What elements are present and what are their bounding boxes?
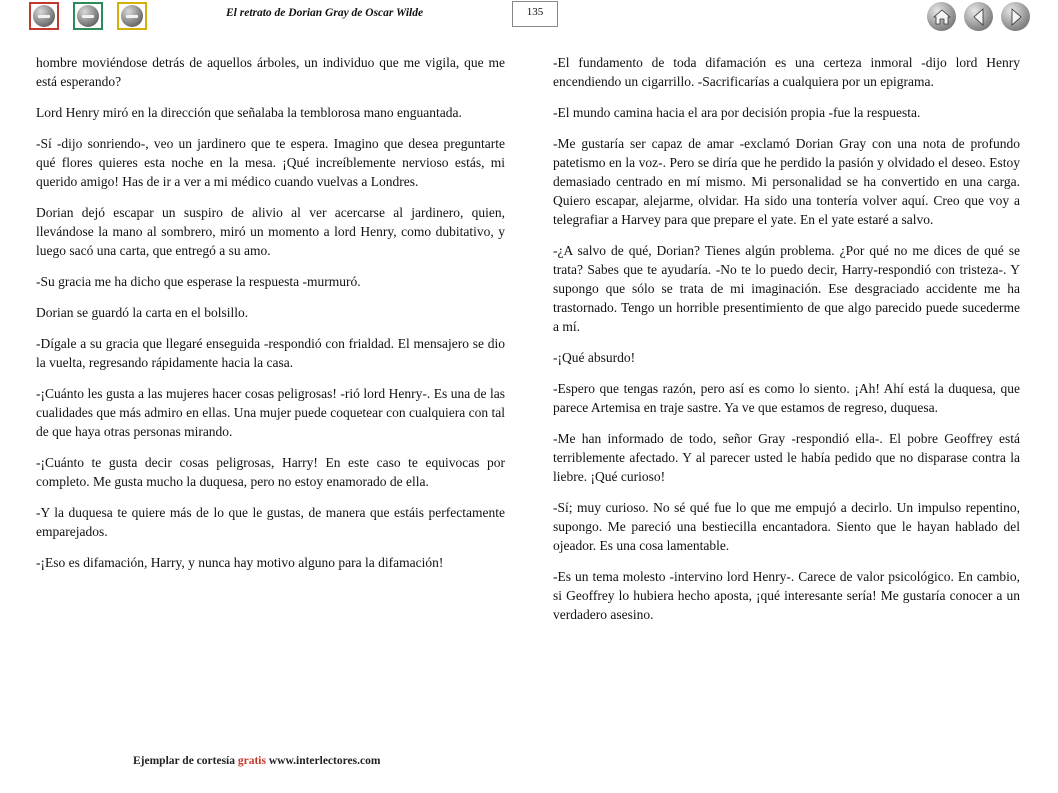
paragraph: -Espero que tengas razón, pero así es como lo siento. ¡Ah! Ahí está la duquesa, que parece Artemisa en traje sastre. Ya ve que estamos de regreso, duquesa. [553, 381, 1020, 415]
paragraph: -El mundo camina hacia el ara por decisión propia -fue la respuesta. [553, 105, 921, 120]
page-number: 135 [512, 1, 558, 27]
paragraph: -¡Cuánto te gusta decir cosas peligrosas, Harry! En este caso te equivocas por completo. Me gusta mucho la duquesa, pero no estoy enamorado de ella. [36, 455, 505, 489]
paragraph: -Dígale a su gracia que llegaré enseguida -respondió con frialdad. El mensajero se dio la vuelta, regresando rápidamente hacia la casa. [36, 336, 505, 370]
paragraph: -Su gracia me ha dicho que esperase la respuesta -murmuró. [36, 274, 361, 289]
paragraph: -Sí -dijo sonriendo-, veo un jardinero que te espera. Imagino que desea preguntarte qué flores quieres esta noche en la mesa. ¡Qué increíblemente nervioso estás, mi querido amigo! Has de ir a ver a mi médico cuando vuelvas a Londres. [36, 136, 505, 189]
paragraph: -El fundamento de toda difamación es una certeza inmoral -dijo lord Henry encendiendo un cigarrillo. -Sacrificarías a cualquiera por un epigrama. [553, 55, 1020, 89]
red-minus-button[interactable] [29, 2, 59, 30]
paragraph: -Y la duquesa te quiere más de lo que le gustas, de manera que estáis perfectamente emparejados. [36, 505, 505, 539]
minus-icon [33, 5, 55, 27]
next-page-button[interactable] [1001, 2, 1030, 31]
green-minus-button[interactable] [73, 2, 103, 30]
paragraph: Dorian dejó escapar un suspiro de alivio al ver acercarse al jardinero, quien, llevándose la mano al sombrero, miró un momento a lord Henry, como dubitativo, y luego sacó una carta, que entregó a su amo. [36, 205, 505, 258]
yellow-minus-button[interactable] [117, 2, 147, 30]
book-title: El retrato de Dorian Gray de Oscar Wilde [226, 7, 424, 19]
paragraph: -Me gustaría ser capaz de amar -exclamó Dorian Gray con una nota de profundo patetismo en la voz-. Pero se diría que he perdido la pasión y olvidado el deseo. Estoy demasiado centrado en mí mismo. Mi personalidad se ha convertido en una carga. Quiero escapar, alejarme, olvidar. Ha sido una tontería volver aquí. Creo que voy a telegrafiar a Harvey para que prepare el yate. En el yate estaré a salvo. [553, 136, 1020, 227]
arrow-right-icon [1008, 8, 1024, 26]
home-button[interactable] [927, 2, 956, 31]
right-text-column [553, 53, 1020, 636]
minus-icon [121, 5, 143, 27]
paragraph: Dorian se guardó la carta en el bolsillo. [36, 305, 249, 320]
paragraph: -Sí; muy curioso. No sé qué fue lo que me empujó a decirlo. Un impulso repentino, supongo. Me pareció una bestiecilla encantadora. Siento que le hayan hablado del ojeador. Es una cosa lamentable. [553, 500, 1020, 553]
paragraph: -Me han informado de todo, señor Gray -respondió ella-. El pobre Geoffrey está terriblemente afectado. Y al parecer usted le había pedido que no disparase contra la liebre. ¡Qué curioso! [553, 431, 1020, 484]
previous-page-button[interactable] [964, 2, 993, 31]
paragraph: -Es un tema molesto -intervino lord Henry-. Carece de valor psicológico. En cambio, si Geoffrey lo hubiera hecho aposta, ¡qué interesante sería! Me gustaría conocer a un verdadero asesino. [553, 569, 1020, 622]
footer-link[interactable]: www.interlectores.com [268, 755, 381, 767]
footer-credit [133, 755, 380, 767]
paragraph: Lord Henry miró en la dirección que señalaba la temblorosa mano enguantada. [36, 105, 462, 120]
minus-icon [77, 5, 99, 27]
paragraph: -¡Qué absurdo! [553, 350, 636, 365]
home-icon [933, 9, 951, 25]
paragraph: -¡Eso es difamación, Harry, y nunca hay motivo alguno para la difamación! [36, 555, 444, 570]
paragraph: -¡Cuánto les gusta a las mujeres hacer cosas peligrosas! -rió lord Henry-. Es una de las cualidades que más admiro en ellas. Una mujer puede coquetear con cualquiera con tal de que haya otras personas mirando. [36, 386, 505, 439]
arrow-left-icon [971, 8, 987, 26]
paragraph: -¿A salvo de qué, Dorian? Tienes algún problema. ¿Por qué no me dices de qué se trata? Sabes que te ayudaría. -No te lo puedo decir, Harry-respondió con tristeza-. Y supongo que sólo se trata de mi imaginación. Ese desgraciado accidente me ha trastornado. Tengo un horrible presentimiento de que algo parecido puede sucederme a mí. [553, 243, 1020, 334]
footer-prefix: Ejemplar de cortesía [133, 755, 235, 767]
paragraph: hombre moviéndose detrás de aquellos árboles, un individuo que me vigila, que me está esperando? [36, 55, 505, 89]
footer-highlight: gratis [237, 755, 266, 767]
left-text-column [36, 53, 505, 584]
